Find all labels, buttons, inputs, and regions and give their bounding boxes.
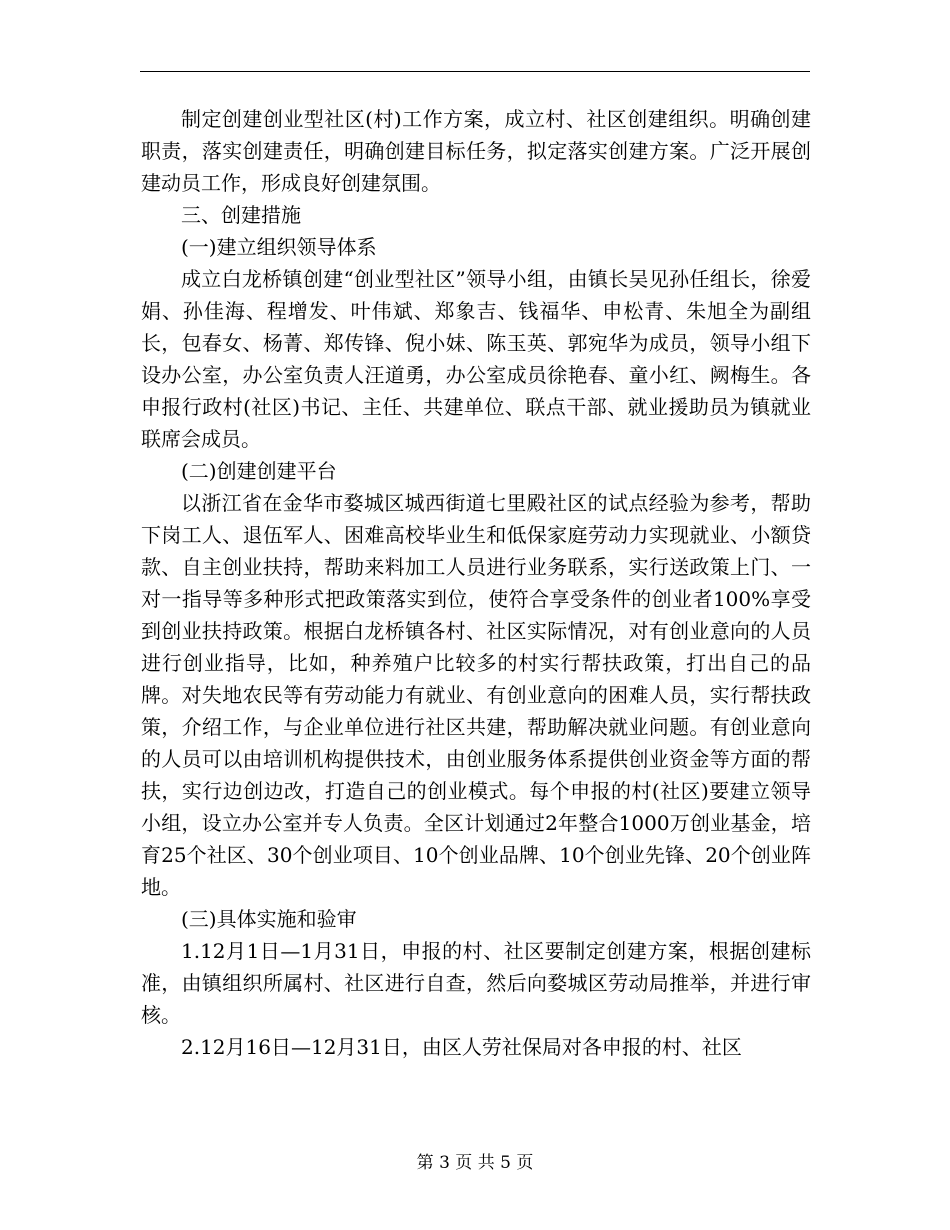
section-heading: 三、创建措施 [181,203,301,227]
subsection-heading: (一)建立组织领导体系 [181,235,377,259]
paragraph: 1.12月1日—1月31日，申报的村、社区要制定创建方案，根据创建标准，由镇组织所属村、社区进行自查，然后向婺城区劳动局推举，并进行审核。 [141,939,811,1027]
subsection-heading: (二)创建创建平台 [181,459,337,483]
paragraph: 2.12月16日—12月31日，由区人劳社保局对各申报的村、社区 [181,1035,742,1059]
page-footer [0,1152,950,1174]
subsection-heading: (三)具体实施和验审 [181,907,357,931]
header-rule [140,71,810,72]
page-number: 第 3 页 共 5 页 [416,1153,534,1173]
paragraph: 以浙江省在金华市婺城区城西街道七里殿社区的试点经验为参考，帮助下岗工人、退伍军人、困难高校毕业生和低保家庭劳动力实现就业、小额贷款、自主创业扶持，帮助来料加工人员进行业务联系，实行送政策上门、一对一指导等多种形式把政策落实到位，使符合享受条件的创业者100%享受到创业扶持政策。根据白龙桥镇各村、社区实际情况，对有创业意向的人员进行创业指导，比如，种养殖户比较多的村实行帮扶政策，打出自己的品牌。对失地农民等有劳动能力有就业、有创业意向的困难人员，实行帮扶政策，介绍工作，与企业单位进行社区共建，帮助解决就业问题。有创业意向的人员可以由培训机构提供技术，由创业服务体系提供创业资金等方面的帮扶，实行边创边改，打造自己的创业模式。每个申报的村(社区)要建立领导小组，设立办公室并专人负责。全区计划通过2年整合1000万创业基金，培育25个社区、30个创业项目、10个创业品牌、10个创业先锋、20个创业阵地。 [141,491,811,899]
document-body [141,103,811,1063]
paragraph: 制定创建创业型社区(村)工作方案，成立村、社区创建组织。明确创建职责，落实创建责任，明确创建目标任务，拟定落实创建方案。广泛开展创建动员工作，形成良好创建氛围。 [141,107,811,195]
paragraph: 成立白龙桥镇创建“创业型社区”领导小组，由镇长吴见孙任组长，徐爱娟、孙佳海、程增发、叶伟斌、郑象吉、钱福华、申松青、朱旭全为副组长，包春女、杨菁、郑传锋、倪小妹、陈玉英、郭宛华为成员，领导小组下设办公室，办公室负责人汪道勇，办公室成员徐艳春、童小红、阙梅生。各申报行政村(社区)书记、主任、共建单位、联点干部、就业援助员为镇就业联席会成员。 [141,267,811,451]
